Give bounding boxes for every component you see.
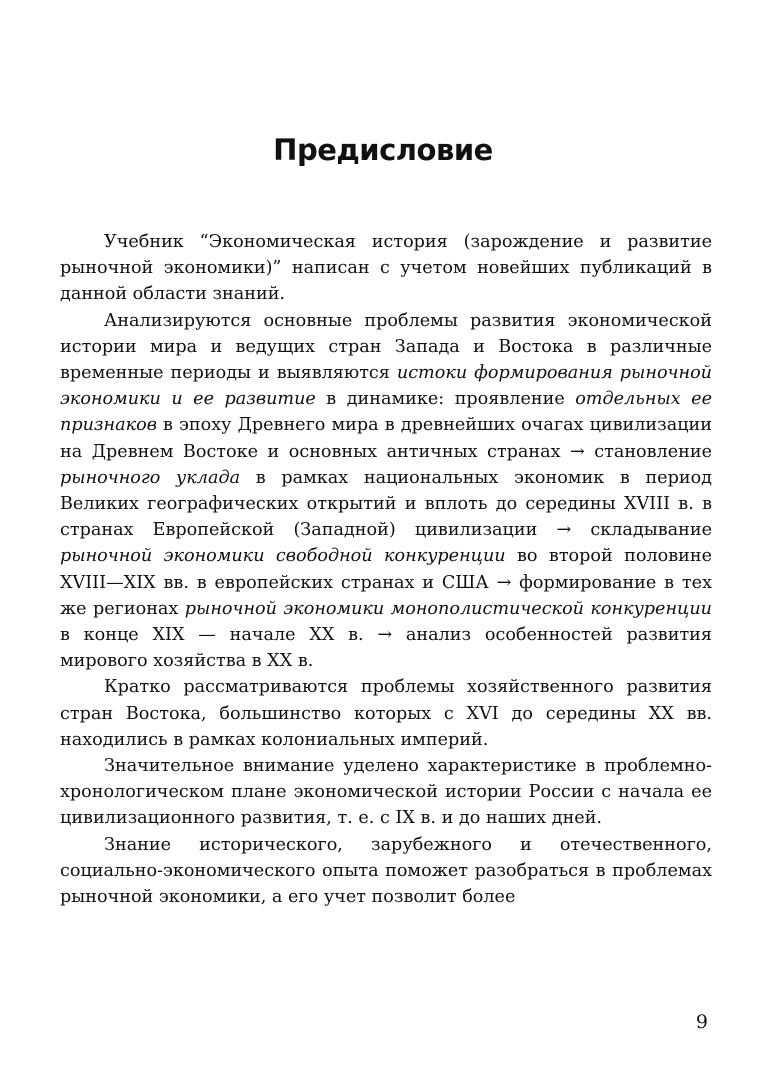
italic-phrase: отдельных ее признаков xyxy=(60,389,712,436)
paragraph xyxy=(60,229,712,308)
italic-phrase: рыночной экономики свободной конкуренции xyxy=(60,546,506,567)
text-run: Учебник “Экономическая история (зарождение и развитие рыночной экономики)” написан с учетом новейших публикаций в данной области знаний. xyxy=(60,232,712,305)
paragraph xyxy=(60,674,712,753)
text-run: в конце XIX — начале XX в. → анализ особенностей развития мирового хозяйства в XX в. xyxy=(60,625,712,672)
text-run: в динамике: проявление xyxy=(315,389,576,410)
text-run: Значительное внимание уделено характеристике в проблемно-хронологическом плане экономической истории России с начала ее цивилизационного развития, т. е. с IX в. и до наших дней. xyxy=(60,756,712,829)
page-title: Предисловие xyxy=(273,133,493,167)
paragraph xyxy=(60,308,712,675)
italic-phrase: рыночного уклада xyxy=(60,467,241,488)
text-run: Знание исторического, зарубежного и отечественного, социально-экономического опыта поможет разобраться в проблемах рыночной экономики, а его учет позволит более xyxy=(60,834,712,908)
italic-phrase: рыночной экономики монополистической конкуренции xyxy=(184,598,712,619)
italic-phrase: истоки формирования рыночной экономики и ее развитие xyxy=(60,363,712,410)
preface-body xyxy=(60,229,712,910)
text-run: Кратко рассматриваются проблемы хозяйственного развития стран Востока, большинство которых с XVI до середины XX вв. находились в рамках колониальных империй. xyxy=(60,677,712,750)
paragraph xyxy=(60,753,712,832)
text-run: Анализируются основные проблемы развития экономической истории мира и ведущих стран Запада и Востока в различные временные периоды и выявляются xyxy=(60,310,712,384)
paragraph xyxy=(60,832,712,911)
text-run: во второй половине XVIII—XIX вв. в европейских странах и США → формирование в тех же регионах xyxy=(60,546,712,619)
page-number: 9 xyxy=(695,1011,708,1033)
text-run: в рамках национальных экономик в период Великих географических открытий и вплоть до середины XVIII в. в странах Европейской (Западной) цивилизации → складывание xyxy=(60,467,712,541)
text-run: в эпоху Древнего мира в древнейших очагах цивилизации на Древнем Востоке и основных античных странах → становление xyxy=(60,415,712,462)
